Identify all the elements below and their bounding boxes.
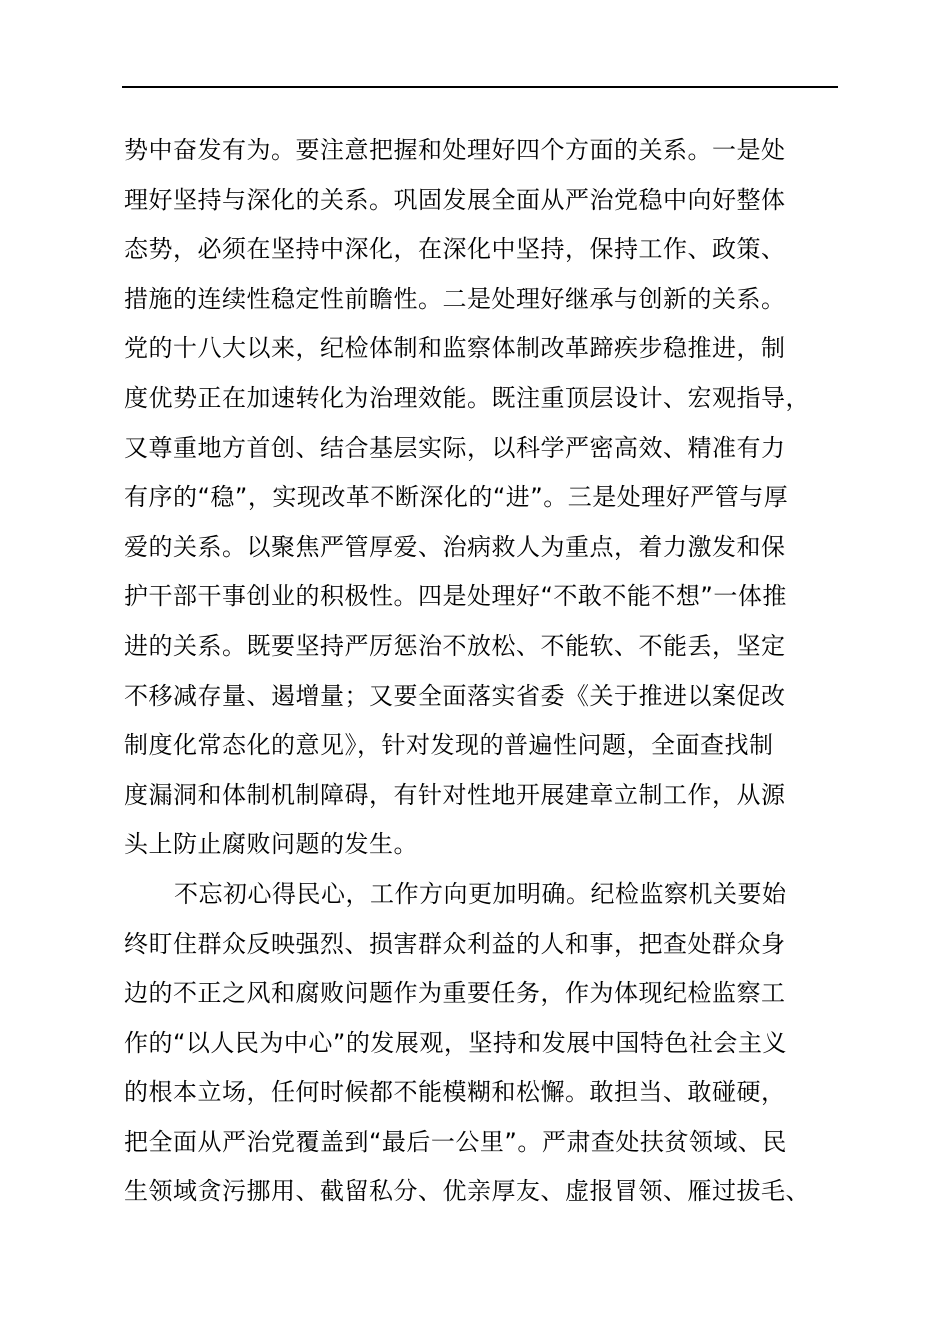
text-line: 终盯住群众反映强烈、损害群众利益的人和事，把查处群众身 xyxy=(124,929,786,958)
text-line: 爱的关系。以聚焦严管厚爱、治病救人为重点，着力激发和保 xyxy=(124,532,786,561)
paragraph-first-line: 不忘初心得民心，工作方向更加明确。纪检监察机关要始 xyxy=(174,879,787,908)
text-line: 把全面从严治党覆盖到“最后一公里”。严肃查处扶贫领域、民 xyxy=(124,1127,787,1156)
text-line: 进的关系。既要坚持严厉惩治不放松、不能软、不能丢，坚定 xyxy=(124,631,786,660)
text-line: 不移减存量、遏增量；又要全面落实省委《关于推进以案促改 xyxy=(124,681,786,710)
text-line: 护干部干事创业的积极性。四是处理好“不敢不能不想”一体推 xyxy=(124,582,787,611)
text-line: 生领域贪污挪用、截留私分、优亲厚友、虚报冒领、雁过拔毛、 xyxy=(124,1177,810,1206)
text-line: 又尊重地方首创、结合基层实际，以科学严密高效、精准有力 xyxy=(124,433,786,462)
text-line: 制度化常态化的意见》，针对发现的普遍性问题，全面查找制 xyxy=(124,731,774,760)
text-line: 党的十八大以来，纪检体制和监察体制改革蹄疾步稳推进，制 xyxy=(124,334,786,363)
text-line: 措施的连续性稳定性前瞻性。二是处理好继承与创新的关系。 xyxy=(124,284,786,313)
header-rule xyxy=(122,86,838,88)
text-line: 作的“以人民为中心”的发展观，坚持和发展中国特色社会主义 xyxy=(124,1028,787,1057)
text-line: 度漏洞和体制机制障碍，有针对性地开展建章立制工作，从源 xyxy=(124,780,786,809)
text-line: 势中奋发有为。要注意把握和处理好四个方面的关系。一是处 xyxy=(124,136,786,164)
text-line: 的根本立场，任何时候都不能模糊和松懈。敢担当、敢碰硬， xyxy=(124,1078,786,1107)
text-line: 头上防止腐败问题的发生。 xyxy=(124,830,418,859)
text-line: 有序的“稳”，实现改革不断深化的“进”。三是处理好严管与厚 xyxy=(124,483,789,512)
body-text xyxy=(124,126,864,1217)
text-line: 边的不正之风和腐败问题作为重要任务，作为体现纪检监察工 xyxy=(124,979,786,1008)
text-line: 度优势正在加速转化为治理效能。既注重顶层设计、宏观指导， xyxy=(124,383,810,412)
text-line: 态势，必须在坚持中深化，在深化中坚持，保持工作、政策、 xyxy=(124,235,786,264)
text-line: 理好坚持与深化的关系。巩固发展全面从严治党稳中向好整体 xyxy=(124,185,786,214)
